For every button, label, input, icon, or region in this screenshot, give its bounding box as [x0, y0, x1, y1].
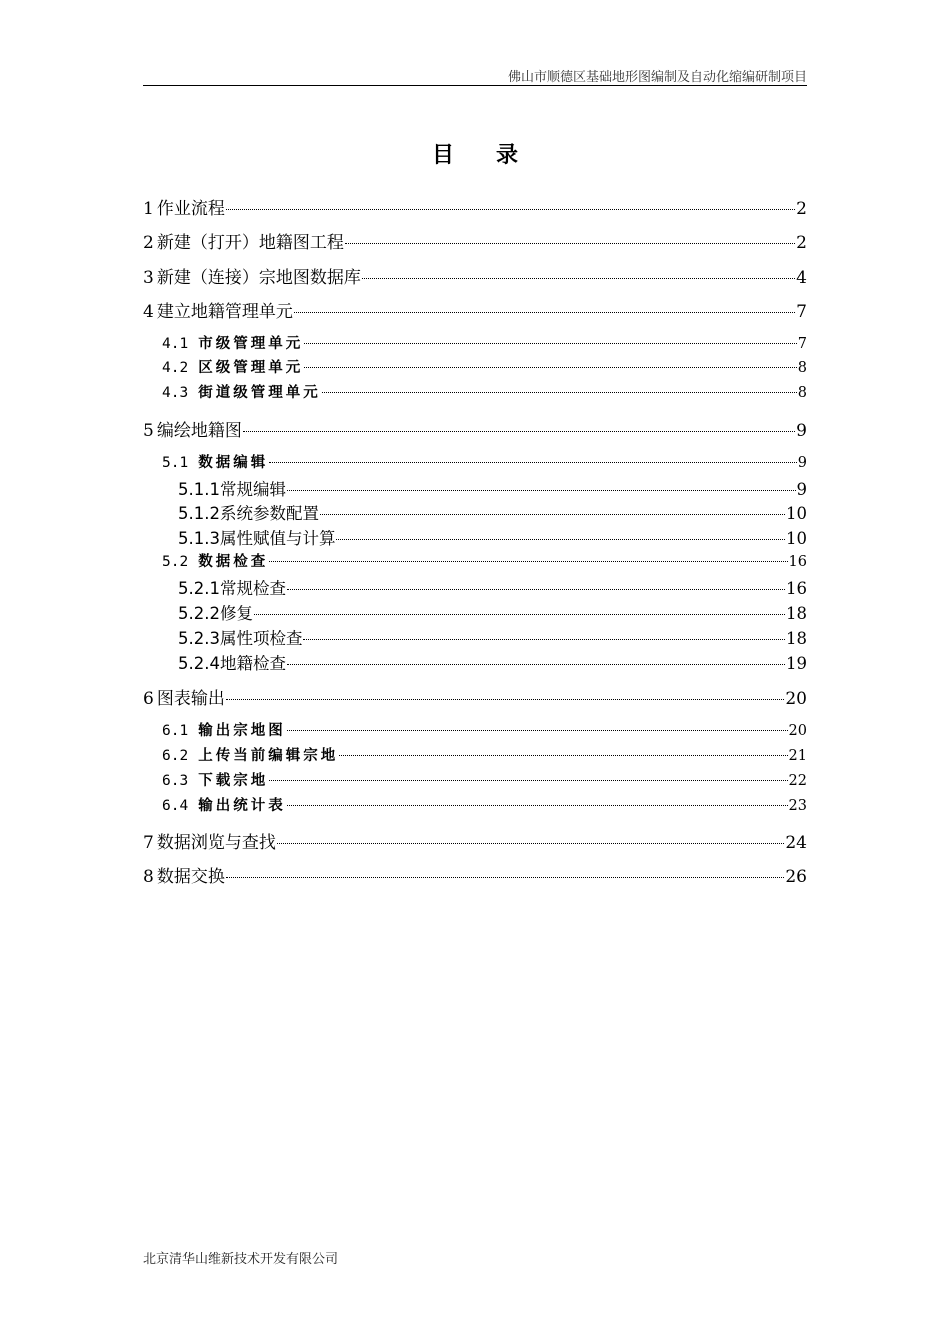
- toc-entry[interactable]: [143, 194, 807, 219]
- running-header: 佛山市顺德区基础地形图编制及自动化缩编研制项目: [507, 70, 807, 85]
- toc-entry-number: 5.2.3: [178, 629, 220, 648]
- toc-entry-title: 常规编辑: [219, 480, 286, 499]
- toc-entry[interactable]: [162, 550, 807, 572]
- toc-entry[interactable]: [143, 828, 807, 853]
- toc-entry-title: 数据交换: [156, 867, 225, 887]
- toc-dot-leader: [336, 539, 785, 540]
- toc-dot-leader: [287, 589, 785, 590]
- toc-entry-title: 属性项检查: [219, 629, 303, 648]
- toc-entry[interactable]: [178, 650, 807, 672]
- toc-page-number: 20: [785, 689, 807, 709]
- toc-entry-title: 建立地籍管理单元: [156, 302, 293, 322]
- toc-page-number: 2: [796, 199, 807, 219]
- toc-entry-number: 4.1: [162, 336, 189, 352]
- toc-entry-title: 数据浏览与查找: [156, 833, 276, 853]
- toc-entry-number: 6.2: [162, 748, 189, 764]
- toc-dot-leader: [362, 278, 795, 279]
- toc-entry-title: 图表输出: [156, 689, 225, 709]
- toc-entry-number: 4.2: [162, 360, 189, 376]
- toc-dot-leader: [287, 490, 796, 491]
- toc-dot-leader: [243, 431, 795, 432]
- toc-page-number: 7: [797, 336, 807, 352]
- toc-page-number: 22: [788, 773, 807, 789]
- toc-entry-title: 上传当前编辑宗地: [198, 747, 339, 764]
- toc-page-number: 9: [796, 421, 807, 441]
- toc-dot-leader: [322, 392, 797, 393]
- toc-entry-title: 下载宗地: [198, 772, 269, 789]
- toc-entry[interactable]: [143, 263, 807, 288]
- toc-dot-leader: [287, 730, 788, 731]
- toc-entry-title: 输出统计表: [198, 797, 286, 814]
- toc-entry-number: 5.2: [162, 554, 189, 570]
- toc-page-number: 9: [797, 455, 807, 471]
- footer-company: 北京清华山维新技术开发有限公司: [143, 1252, 339, 1267]
- toc-page-number: 4: [796, 268, 807, 288]
- toc-dot-leader: [320, 514, 785, 515]
- toc-entry-title: 数据编辑: [198, 454, 269, 471]
- toc-entry-number: 6: [143, 689, 154, 709]
- toc-page-number: 23: [788, 798, 807, 814]
- toc-entry-number: 1: [143, 199, 154, 219]
- toc-entry-number: 5.1: [162, 455, 189, 471]
- toc-dot-leader: [254, 614, 785, 615]
- toc-entry-number: 4: [143, 302, 154, 322]
- toc-page-number: 26: [785, 867, 807, 887]
- toc-entry[interactable]: [178, 476, 807, 498]
- toc-entry[interactable]: [143, 416, 807, 441]
- toc-dot-leader: [304, 343, 797, 344]
- toc-entry-title: 新建（打开）地籍图工程: [156, 233, 344, 253]
- toc-dot-leader: [226, 699, 785, 700]
- toc-page-number: 10: [786, 529, 807, 548]
- toc-dot-leader: [294, 312, 795, 313]
- toc-page-number: 16: [786, 579, 807, 598]
- toc-page-number: 2: [796, 233, 807, 253]
- toc-entry-title: 属性赋值与计算: [219, 529, 336, 548]
- toc-entry-title: 新建（连接）宗地图数据库: [156, 268, 361, 288]
- toc-entry-title: 数据检查: [198, 553, 269, 570]
- header-rule: [143, 85, 807, 86]
- toc-page-number: 9: [796, 480, 807, 499]
- toc-page-number: 16: [788, 554, 807, 570]
- toc-entry-title: 街道级管理单元: [198, 384, 321, 401]
- toc-entry-number: 3: [143, 268, 154, 288]
- toc-page-number: 21: [788, 748, 807, 764]
- toc-dot-leader: [277, 843, 785, 844]
- toc-entry-title: 作业流程: [156, 199, 225, 219]
- toc-entry[interactable]: [178, 625, 807, 647]
- toc-entry-number: 5.1.2: [178, 504, 220, 523]
- toc-entry-number: 5.2.1: [178, 579, 220, 598]
- toc-entry[interactable]: [178, 600, 807, 622]
- toc-entry-title: 常规检查: [219, 579, 286, 598]
- toc-entry-number: 5: [143, 421, 154, 441]
- toc-entry-title: 修复: [219, 604, 253, 623]
- toc-dot-leader: [269, 780, 787, 781]
- toc-entry-number: 6.4: [162, 798, 189, 814]
- toc-page-number: 20: [788, 723, 807, 739]
- toc-entry-number: 5.2.2: [178, 604, 220, 623]
- toc-entry-number: 2: [143, 233, 154, 253]
- toc-entry[interactable]: [178, 500, 807, 522]
- toc-entry[interactable]: [162, 794, 807, 816]
- toc-entry-title: 地籍检查: [219, 654, 286, 673]
- toc-dot-leader: [304, 367, 797, 368]
- toc-entry-number: 5.1.3: [178, 529, 220, 548]
- toc-entry-number: 5.2.4: [178, 654, 220, 673]
- toc-entry[interactable]: [162, 381, 807, 403]
- toc-dot-leader: [226, 877, 785, 878]
- toc-dot-leader: [303, 639, 785, 640]
- toc-dot-leader: [339, 755, 787, 756]
- toc-dot-leader: [287, 805, 788, 806]
- toc-entry-title: 编绘地籍图: [156, 421, 242, 441]
- toc-entry-number: 4.3: [162, 385, 189, 401]
- toc-page-number: 18: [786, 629, 807, 648]
- toc-page-number: 19: [786, 654, 807, 673]
- toc-dot-leader: [287, 664, 785, 665]
- toc-entry[interactable]: [162, 332, 807, 354]
- toc-entry[interactable]: [178, 575, 807, 597]
- toc-dot-leader: [269, 462, 797, 463]
- toc-entry-number: 6.3: [162, 773, 189, 789]
- toc-page-number: 24: [785, 833, 807, 853]
- toc-entry[interactable]: [178, 525, 807, 547]
- toc-entry-title: 输出宗地图: [198, 722, 286, 739]
- toc-entry-number: 5.1.1: [178, 480, 220, 499]
- toc-entry-title: 区级管理单元: [198, 359, 304, 376]
- toc-dot-leader: [269, 561, 787, 562]
- toc-entry[interactable]: [143, 297, 807, 322]
- toc-entry-title: 系统参数配置: [219, 504, 319, 523]
- toc-page-number: 18: [786, 604, 807, 623]
- toc-page-number: 10: [786, 504, 807, 523]
- toc-entry[interactable]: [143, 684, 807, 709]
- toc-entry[interactable]: [162, 356, 807, 378]
- toc-entry[interactable]: [162, 744, 807, 766]
- toc-dot-leader: [345, 243, 795, 244]
- toc-entry[interactable]: [143, 862, 807, 887]
- toc-entry-title: 市级管理单元: [198, 335, 304, 352]
- page-title: 目录: [431, 142, 560, 168]
- toc-entry-number: 8: [143, 867, 154, 887]
- toc-dot-leader: [226, 209, 795, 210]
- toc-page-number: 8: [797, 385, 807, 401]
- toc-page-number: 8: [797, 360, 807, 376]
- toc-entry-number: 7: [143, 833, 154, 853]
- toc-entry[interactable]: [162, 769, 807, 791]
- toc-entry[interactable]: [143, 228, 807, 253]
- toc-page-number: 7: [796, 302, 807, 322]
- toc-entry[interactable]: [162, 719, 807, 741]
- toc-entry-number: 6.1: [162, 723, 189, 739]
- toc-entry[interactable]: [162, 451, 807, 473]
